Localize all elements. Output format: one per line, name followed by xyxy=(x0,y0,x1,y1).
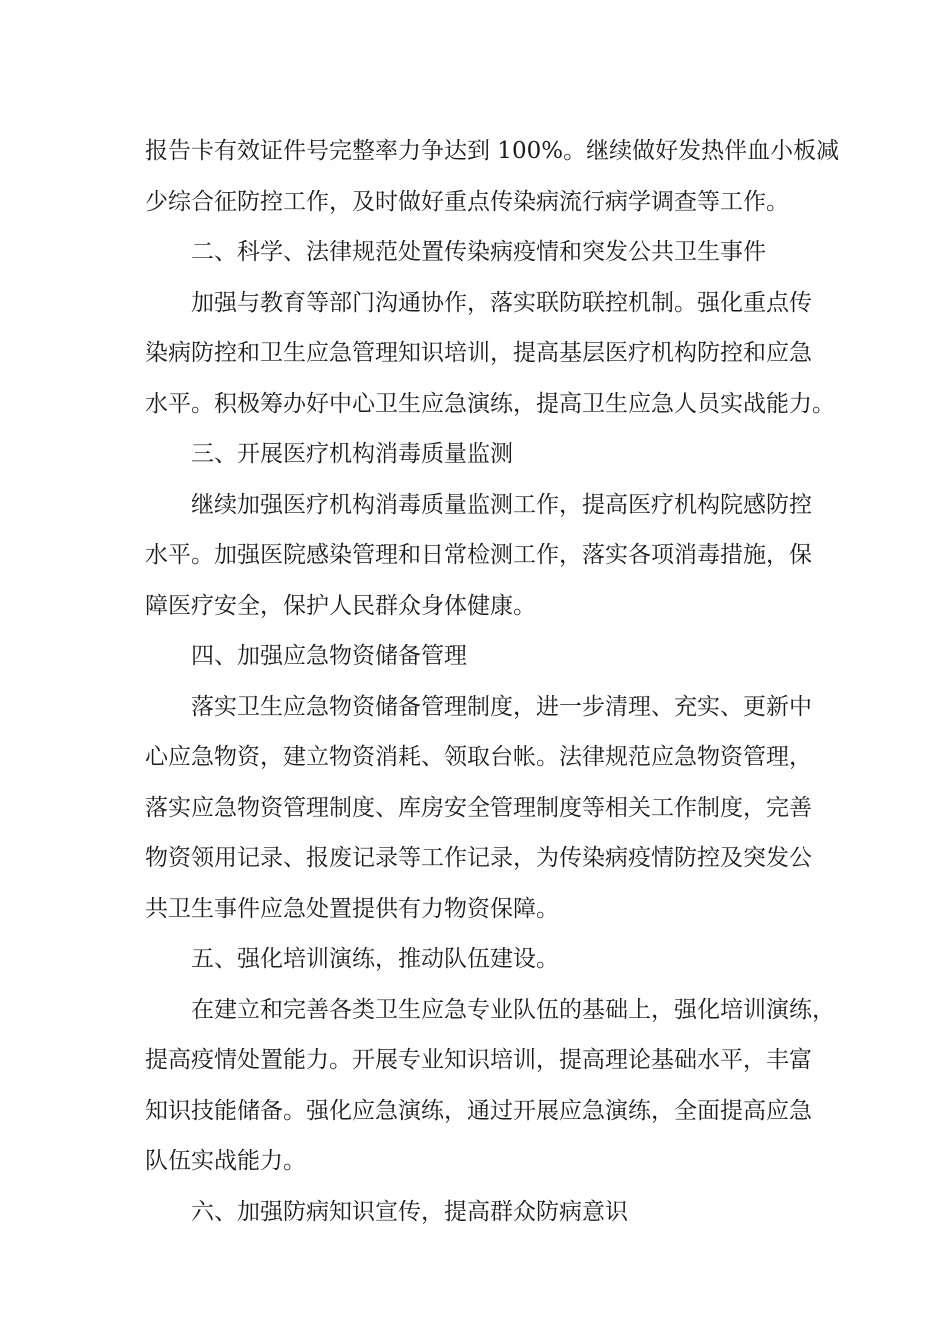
section-heading-2 xyxy=(145,227,835,278)
text-line: 染病防控和卫生应急管理知识培训，提高基层医疗机构防控和应急 xyxy=(145,340,812,366)
paragraph-section-4 xyxy=(145,682,835,935)
text-line: 物资领用记录、报废记录等工作记录，为传染病疫情防控及突发公 xyxy=(145,845,812,871)
text-line: 共卫生事件应急处置提供有力物资保障。 xyxy=(145,895,559,922)
text-line: 加强与教育等部门沟通协作，落实联防联控机制。强化重点传 xyxy=(191,289,812,316)
section-heading-4 xyxy=(145,631,835,682)
text-line: 提高疫情处置能力。开展专业知识培训，提高理论基础水平，丰富 xyxy=(145,1047,812,1073)
section-heading-3 xyxy=(145,429,835,480)
text-line: 报告卡有效证件号完整率力争达到 100%。继续做好发热伴血小板减 xyxy=(145,138,840,164)
text-line: 水平。加强医院感染管理和日常检测工作，落实各项消毒措施，保 xyxy=(145,542,812,568)
paragraph-section-3 xyxy=(145,480,835,632)
paragraph-continuation xyxy=(145,126,840,227)
text-line: 落实卫生应急物资储备管理制度，进一步清理、充实、更新中 xyxy=(191,693,812,720)
document-body xyxy=(145,126,840,1237)
section-heading-5 xyxy=(145,934,835,985)
paragraph-section-2 xyxy=(145,278,835,430)
section-heading-6 xyxy=(145,1187,835,1238)
heading-text: 四、加强应急物资储备管理 xyxy=(191,643,467,669)
heading-text: 六、加强防病知识宣传，提高群众防病意识 xyxy=(191,1198,628,1225)
text-line: 在建立和完善各类卫生应急专业队伍的基础上，强化培训演练， xyxy=(191,996,835,1023)
paragraph-section-5 xyxy=(145,985,835,1187)
heading-text: 三、开展医疗机构消毒质量监测 xyxy=(191,441,513,467)
heading-text: 五、强化培训演练，推动队伍建设。 xyxy=(191,946,559,972)
heading-text: 二、科学、法律规范处置传染病疫情和突发公共卫生事件 xyxy=(191,239,766,265)
text-line: 知识技能储备。强化应急演练，通过开展应急演练，全面提高应急 xyxy=(145,1097,812,1124)
text-line: 少综合征防控工作，及时做好重点传染病流行病学调查等工作。 xyxy=(145,188,789,215)
text-line: 继续加强医疗机构消毒质量监测工作，提高医疗机构院感防控 xyxy=(191,491,812,518)
text-line: 落实应急物资管理制度、库房安全管理制度等相关工作制度，完善 xyxy=(145,794,812,821)
text-line: 队伍实战能力。 xyxy=(145,1148,306,1174)
text-line: 障医疗安全，保护人民群众身体健康。 xyxy=(145,592,536,619)
text-line: 水平。积极筹办好中心卫生应急演练，提高卫生应急人员实战能力。 xyxy=(145,390,835,417)
text-line: 心应急物资，建立物资消耗、领取台帐。法律规范应急物资管理， xyxy=(145,744,812,770)
